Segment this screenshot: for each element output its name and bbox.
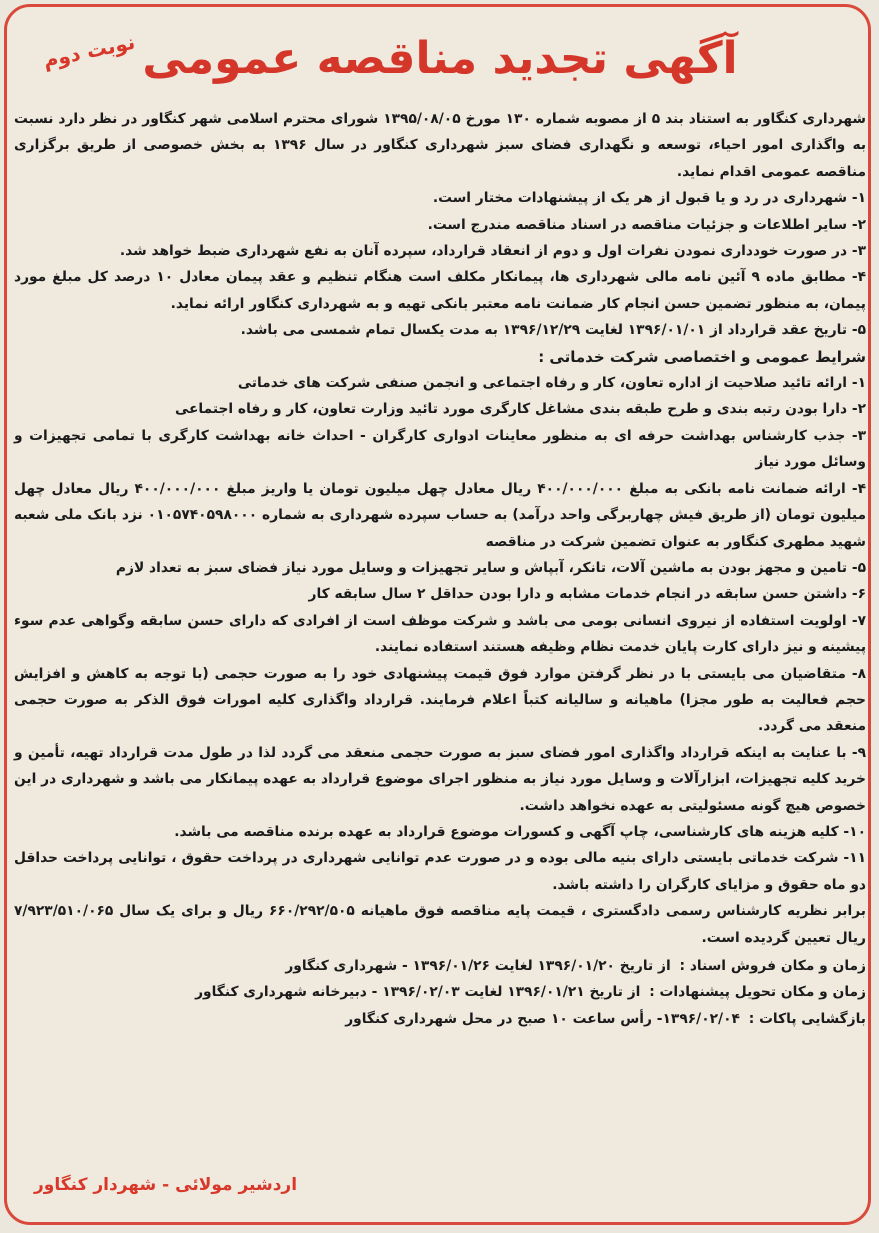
general-item: ۲- سایر اطلاعات و جزئیات مناقصه در اسناد مناقصه مندرج است.: [427, 216, 866, 233]
general-item: ۱- شهرداری در رد و یا قبول از هر یک از پیشنهادات مختار است.: [432, 190, 866, 207]
notice: [14, 10, 866, 1222]
round-badge: نوبت دوم: [40, 29, 137, 73]
schedule-delivery: [14, 979, 866, 1005]
condition-item: ۲- دارا بودن رتبه بندی و طرح طبقه بندی مشاغل کارگری مورد تائید وزارت تعاون، کار و رفاه اجتماعی: [175, 401, 866, 418]
schedule-opening-label: بازگشایی پاکات :: [748, 1010, 866, 1027]
schedule-sale-value: از تاریخ ۱۳۹۶/۰۱/۲۰ لغایت ۱۳۹۶/۰۱/۲۶ - شهرداری کنگاور: [285, 958, 671, 974]
condition-item: ۱۰- کلیه هزینه های کارشناسی، چاپ آگهی و کسورات موضوع قرارداد به عهده برنده مناقصه می باشد.: [174, 823, 866, 840]
schedule-delivery-value: از تاریخ ۱۳۹۶/۰۱/۲۱ لغایت ۱۳۹۶/۰۲/۰۳ - دبیرخانه شهرداری کنگاور: [195, 984, 641, 1001]
schedule: [14, 953, 866, 1032]
condition-item: ۶- داشتن حسن سابقه در انجام خدمات مشابه و دارا بودن حداقل ۲ سال سابقه کار: [308, 586, 866, 603]
notice-body: [14, 106, 866, 1032]
general-item: ۵- تاریخ عقد قرارداد از ۱۳۹۶/۰۱/۰۱ لغایت ۱۳۹۶/۱۲/۲۹ به مدت یکسال تمام شمسی می باشد.: [240, 322, 866, 339]
price-note: برابر نظریه کارشناس رسمی دادگستری ، قیمت پایه مناقصه فوق ماهیانه ۶۶۰/۲۹۲/۵۰۵ ریال و برای یک سال ۷/۹۲۳/۵۱۰/۰۶۵ ریال تعیین گردیده است.: [14, 903, 866, 946]
schedule-sale-label: زمان و مکان فروش اسناد :: [679, 958, 866, 974]
notice-title: آگهی تجدید مناقصه عمومی: [142, 33, 738, 84]
intro-paragraph: شهرداری کنگاور به استناد بند ۵ از مصوبه شماره ۱۳۰ مورخ ۱۳۹۵/۰۸/۰۵ شورای محترم اسلامی شهر کنگاور در نظر دارد نسبت به واگذاری امور احیاء، توسعه و نگهداری فضای سبز شهرداری کنگاور در سال ۱۳۹۶ به بخش خصوصی از طریق برگزاری مناقصه عمومی اقدام نماید.: [14, 111, 867, 180]
general-item: ۳- در صورت خودداری نمودن نفرات اول و دوم از انعقاد قرارداد، سپرده آنان به نفع شهرداری ضبط خواهد شد.: [119, 243, 866, 260]
condition-item: ۵- تامین و مجهز بودن به ماشین آلات، تانکر، آبپاش و سایر تجهیزات و وسایل مورد نیاز فضای سبز به تعداد لازم: [115, 559, 866, 576]
condition-item: ۱- ارائه تائید صلاحیت از اداره تعاون، کار و رفاه اجتماعی و انجمن صنفی شرکت های خدماتی: [237, 375, 866, 392]
schedule-opening: [14, 1006, 866, 1032]
condition-item: ۸- متقاضیان می بایستی با در نظر گرفتن موارد فوق قیمت پیشنهادی خود را به صورت حجمی (با توجه به کاهش و افزایش حجم فعالیت به طور مجزا) ماهیانه و سالیانه کتباً اعلام فرمایند. قرارداد واگذاری کلیه امورات فوق الذکر به صورت حجمی منعقد می گردد.: [14, 665, 866, 735]
condition-item: ۴- ارائه ضمانت نامه بانکی به مبلغ ۴۰۰/۰۰۰/۰۰۰ ریال معادل چهل میلیون تومان یا واریز مبلغ ۴۰۰/۰۰۰/۰۰۰ ریال معادل چهل میلیون تومان (از طریق فیش چهاربرگی واحد درآمد) به حساب سپرده شهرداری به شماره ۰۱۰۵۷۴۰۵۹۸۰۰۰ نزد بانک ملی شعبه شهید مطهری کنگاور به عنوان تضمین شرکت در مناقصه: [14, 480, 867, 550]
condition-item: ۱۱- شرکت خدماتی بایستی دارای بنیه مالی بوده و در صورت عدم توانایی شهرداری در پرداخت حقوق ، توانایی پرداخت حداقل دو ماه حقوق و مزایای کارگران را داشته باشد.: [14, 850, 866, 893]
condition-item: ۹- با عنایت به اینکه قرارداد واگذاری امور فضای سبز به صورت حجمی منعقد می گردد لذا در طول مدت قرارداد تهیه، تأمین و خرید کلیه تجهیزات، ابزارآلات و وسایل مورد نیاز به منظور اجرای موضوع قرارداد به عهده پیمانکار می باشد و شهرداری در این خصوص هیچ گونه مسئولیتی به عهده نخواهد داشت.: [14, 744, 866, 814]
schedule-sale: [14, 953, 866, 979]
condition-item: ۷- اولویت استفاده از نیروی انسانی بومی می باشد و شرکت موظف است از افرادی که دارای حسن سابقه وگواهی عدم سوء پیشینه و نیز دارای کارت پایان خدمت نظام وظیفه هستند استفاده نمایند.: [14, 612, 866, 656]
schedule-delivery-label: زمان و مکان تحویل پیشنهادات :: [649, 984, 866, 1001]
schedule-opening-value: ۱۳۹۶/۰۲/۰۴- رأس ساعت ۱۰ صبح در محل شهرداری کنگاور: [345, 1010, 740, 1027]
conditions-heading: شرایط عمومی و اختصاصی شرکت خدماتی :: [538, 347, 866, 366]
mayor-signature: اردشیر مولائی - شهردار کنگاور: [34, 1174, 298, 1195]
general-item: ۴- مطابق ماده ۹ آئین نامه مالی شهرداری ها، پیمانکار مکلف است هنگام تنظیم و عقد پیمان معادل ۱۰ درصد کل مبلغ مورد پیمان، به منظور تضمین حسن انجام کار ضمانت نامه معتبر بانکی تهیه و به شهرداری کنگاور ارائه نماید.: [14, 269, 866, 312]
condition-item: ۳- جذب کارشناس بهداشت حرفه ای به منظور معاینات ادواری کارگران - احداث خانه بهداشت کارگری با تمامی تجهیزات و وسائل مورد نیاز: [14, 427, 866, 471]
